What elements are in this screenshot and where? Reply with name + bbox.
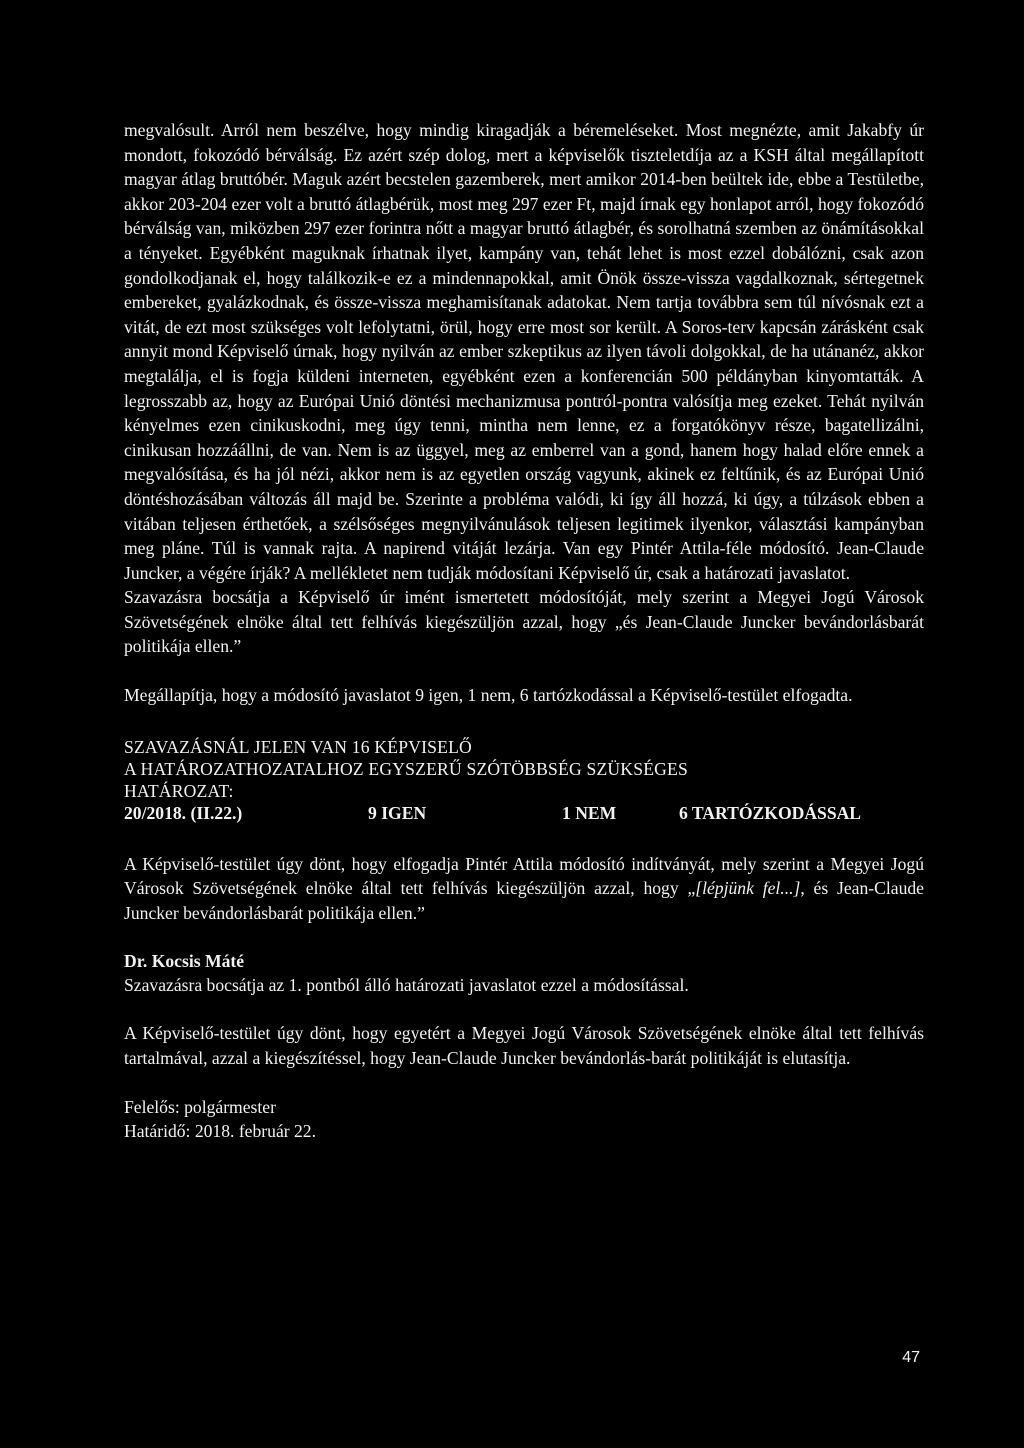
resolution-label: HATÁROZAT: — [124, 780, 234, 801]
decision-paragraph-1 — [124, 852, 924, 926]
document-page — [124, 118, 924, 1143]
decision1-text: A Képviselő-testület úgy dönt, hogy elfogadja Pintér Attila módosító indítványát, mely szerint a Megyei Jogú Városok Szövetségének elnöke által tett felhívás kiegészüljön azzal, hogy „ — [124, 853, 924, 899]
vote-result-row — [124, 802, 924, 824]
speaker-statement: Szavazásra bocsátja az 1. pontból álló határozati javaslatot ezzel a módosítással. — [124, 975, 689, 996]
decision1-text-end: , és Jean-Claude Juncker bevándorlásbarát politikája ellen.” — [124, 878, 924, 923]
decision1-italic: [lépjünk fel...] — [695, 878, 801, 899]
resolution-number: 20/2018. (II.22.) — [124, 802, 243, 823]
vote-majority-line: A HATÁROZATHOZATALHOZ EGYSZERŰ SZÓTÖBBSÉG SZÜKSÉGES — [124, 758, 688, 779]
vote-block — [124, 736, 924, 824]
main-paragraph: megvalósult. Arról nem beszélve, hogy mindig kiragadják a béremeléseket. Most megnézte, amit Jakabfy úr mondott, fokozódó bérválság. Ez azért szép dolog, mert a képviselők tiszteletdíja az a KSH által megállapított magyar átlag bruttóbér. Maguk azért becstelen gazemberek, mert amikor 2014-ben beültek ide, ebbe a Testületbe, akkor 203-204 ezer volt a bruttó átlagbérük, most meg 297 ezer Ft, majd írnak egy honlapot arról, hogy fokozódó bérválság van, miközben 297 ezer forintra nőtt a magyar bruttó átlagbér, és sorolhatná szemben az önámításokkal a tényeket. Egyébként maguknak írhatnak ilyet, kampány van, tehát lehet is most ezzel dobálózni, csak azon gondolkodjanak el, hogy találkozik-e ez a mindennapokkal, amit Önök össze-vissza vagdalkoznak, sértegetnek embereket, gyalázkodnak, és össze-vissza meghamisítanak adatokat. Nem tartja továbbra sem túl nívósnak ezt a vitát, de ezt most szükséges volt lefolytatni, örül, hogy erre most sor került. A Soros-terv kapcsán zárásként csak annyit mond Képviselő úrnak, hogy nyilván az ember szkeptikus az ilyen távoli dolgokkal, de ha utánanéz, akkor megtalálja, el is fogja küldeni interneten, egyébként ezen a konferencián 500 példányban kinyomtatták. A legrosszabb az, hogy az Európai Unió döntési mechanizmusa pontról-pontra valósítja meg ezeket. Tehát nyilván kényelmes ezen cinikuskodni, meg úgy tenni, mintha nem lenne, ez a forgatókönyv része, bagatellizálni, cinikusan hozzáállni, de van. Nem is az üggyel, meg az emberrel van a gond, hanem hogy halad előre ennek a megvalósítása, és ha jól nézi, akkor nem is az egyetlen ország vagyunk, akinek ez feltűnik, és az Európai Unió döntéshozásában változás áll majd be. Szerinte a probléma valódi, ki így áll hozzá, ki úgy, a túlzások ebben a vitában teljesen érthetőek, a szélsőséges megnyilvánulások teljesen legitimek ilyenkor, választási kampányban meg pláne. Túl is vannak rajta. A napirend vitáját lezárja. Van egy Pintér Attila-féle módosító. Jean-Claude Juncker, a végére írják? A mellékletet nem tudják módosítani Képviselő úr, csak a határozati javaslatot. — [124, 120, 924, 583]
vote-result-paragraph: Megállapítja, hogy a módosító javaslatot 9 igen, 1 nem, 6 tartózkodással a Képviselő-testület elfogadta. — [124, 685, 853, 706]
vote-abstain: 6 TARTÓZKODÁSSAL — [679, 802, 862, 823]
vote-present-line: SZAVAZÁSNÁL JELEN VAN 16 KÉPVISELŐ — [124, 736, 472, 757]
decision-paragraph-2: A Képviselő-testület úgy dönt, hogy egyetért a Megyei Jogú Városok Szövetségének elnöke által tett felhívás tartalmával, azzal a kiegészítéssel, hogy Jean-Claude Juncker bevándorlás-barát politikáját is elutasítja. — [124, 1023, 924, 1069]
vote-intro-paragraph: Szavazásra bocsátja a Képviselő úr imént ismertetett módosítóját, mely szerint a Megyei Jogú Városok Szövetségének elnöke által tett felhívás kiegészüljön azzal, hogy „és Jean-Claude Juncker bevándorlásbarát politikája ellen.” — [124, 587, 924, 657]
speaker-name: Dr. Kocsis Máté — [124, 951, 245, 972]
page-number: 47 — [902, 1349, 920, 1366]
vote-no: 1 NEM — [562, 802, 617, 823]
deadline-line: Határidő: 2018. február 22. — [124, 1120, 317, 1141]
vote-yes: 9 IGEN — [368, 802, 427, 823]
responsible-line: Felelős: polgármester — [124, 1096, 276, 1117]
